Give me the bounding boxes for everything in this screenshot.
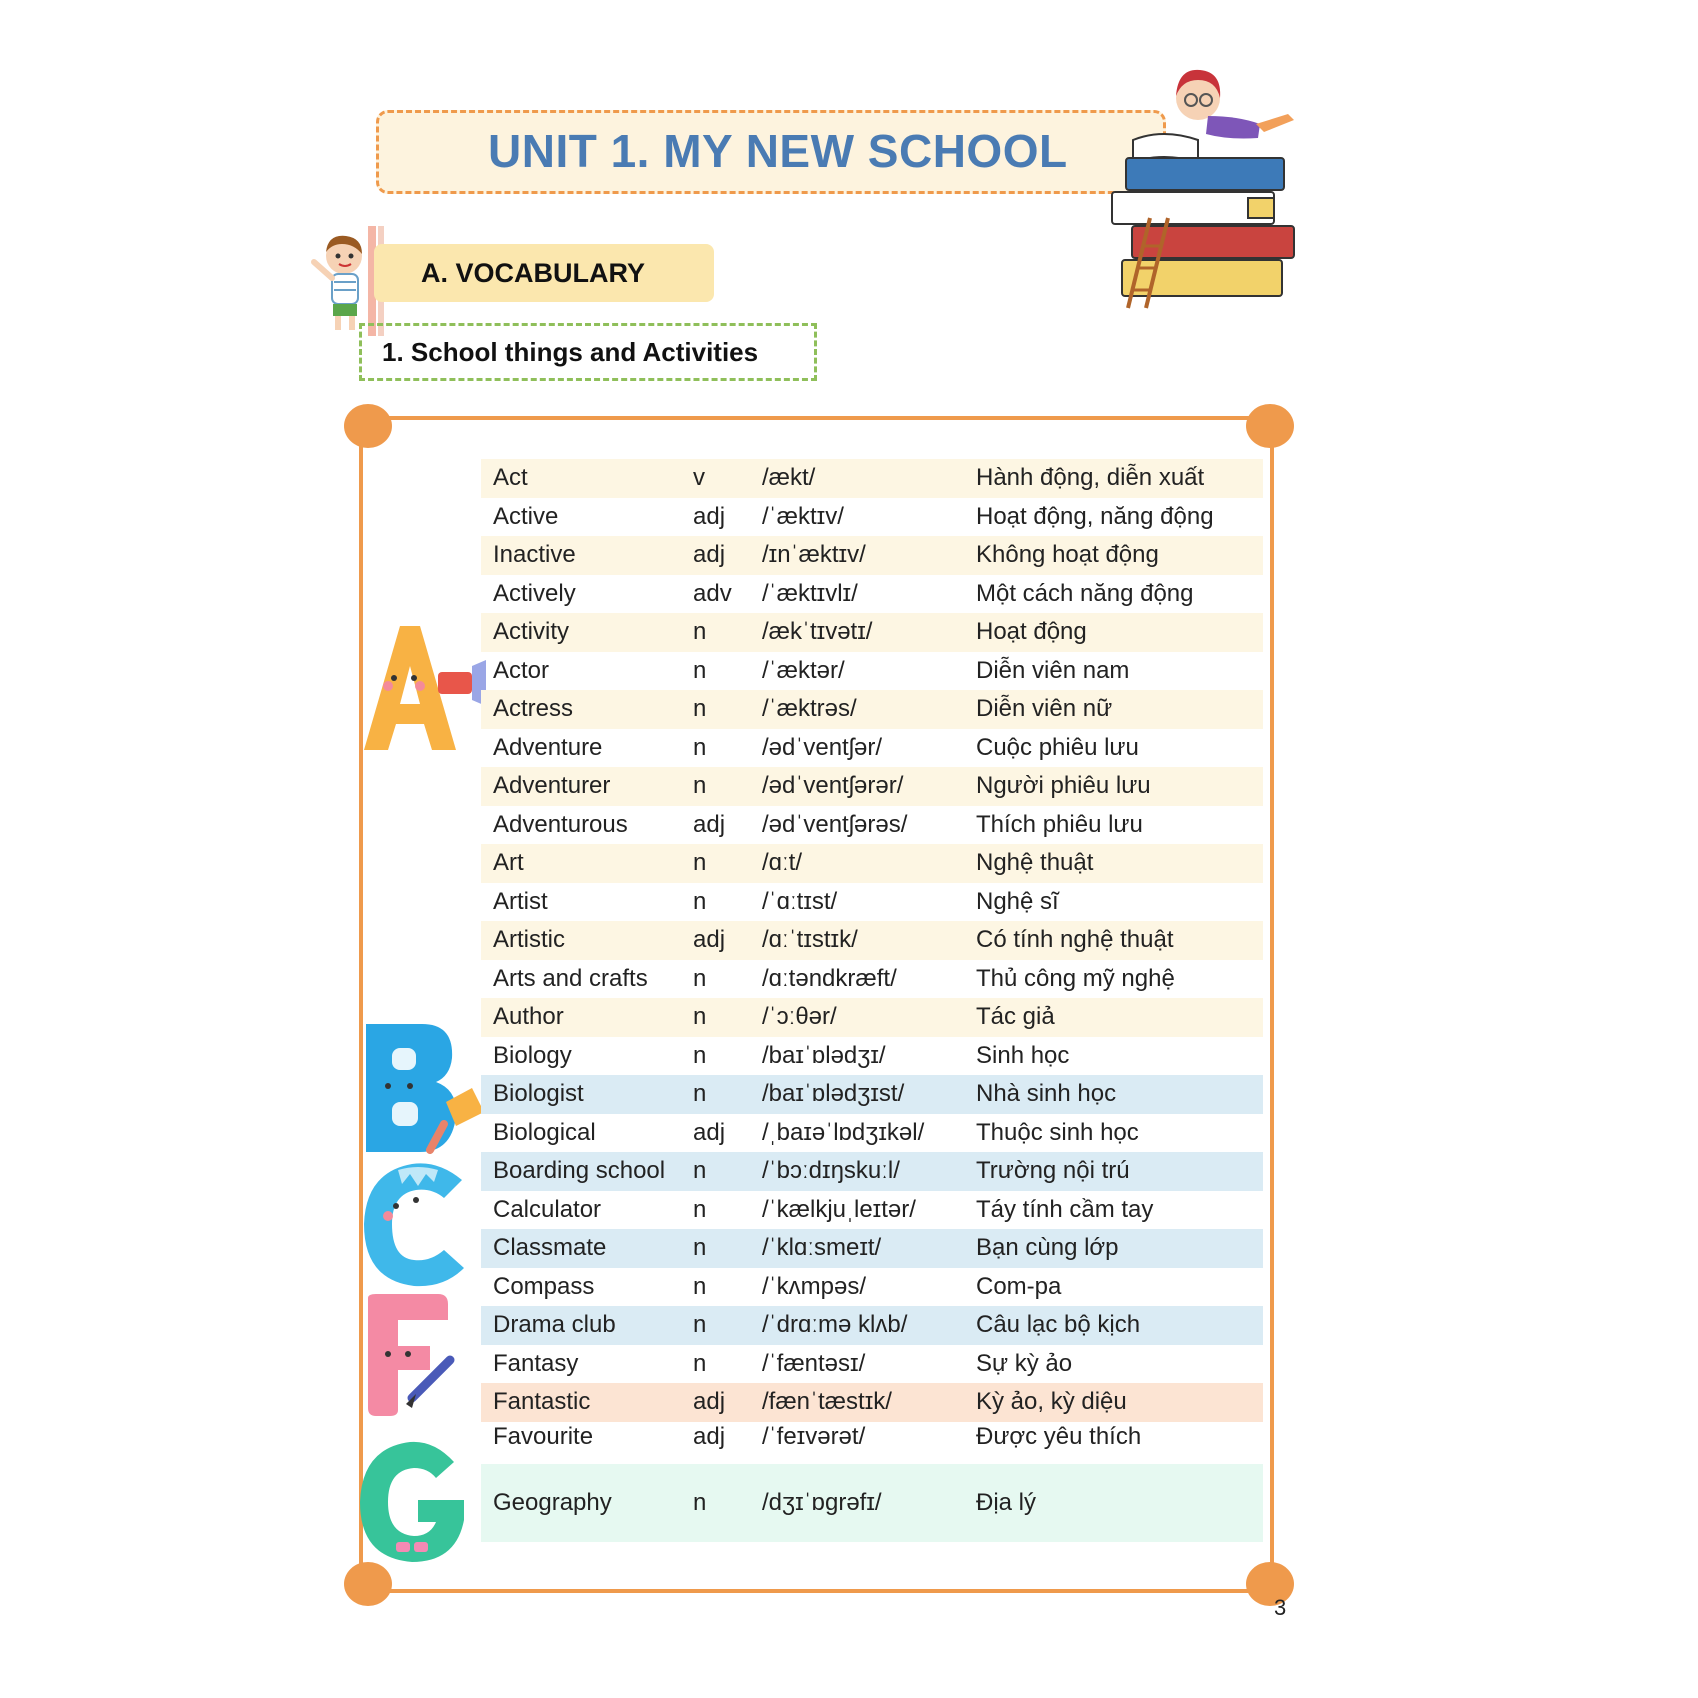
vocab-word: Compass [493,1272,595,1300]
vocab-part-of-speech: adj [693,926,726,954]
vocab-pronunciation: /ˌbaɪəˈlɒdʒɪkəl/ [762,1118,925,1146]
vocab-part-of-speech: n [693,1311,707,1339]
vocabulary-row [481,1383,1263,1422]
vocab-word: Favourite [493,1422,594,1450]
vocab-word: Active [493,502,559,530]
page-title: UNIT 1. MY NEW SCHOOL [488,125,1068,177]
vocab-pronunciation: /ədˈventʃərər/ [762,772,904,800]
frame-corner-bottom-right [1246,1562,1294,1606]
vocab-meaning: Nhà sinh học [976,1080,1117,1108]
vocab-pronunciation: /ˈæktrəs/ [762,695,857,723]
vocab-meaning: Người phiêu lưu [976,772,1151,800]
vocab-word: Arts and crafts [493,964,648,992]
vocabulary-row [481,459,1263,498]
vocab-word: Actively [493,579,576,607]
books-girl-illustration [1088,58,1310,310]
vocab-meaning: Nghệ sĩ [976,887,1059,915]
vocabulary-row [481,1075,1263,1114]
vocabulary-row [481,844,1263,883]
vocab-part-of-speech: n [693,656,707,684]
vocab-meaning: Diễn viên nam [976,656,1130,684]
vocab-word: Fantastic [493,1388,591,1416]
vocab-part-of-speech: adj [693,502,726,530]
vocabulary-row [481,1422,1263,1452]
vocab-pronunciation: /fænˈtæstɪk/ [762,1388,892,1416]
vocab-word: Artistic [493,926,565,954]
vocab-word: Art [493,849,524,877]
vocabulary-row [481,767,1263,806]
vocab-part-of-speech: n [693,618,707,646]
vocab-meaning: Hoạt động, năng động [976,502,1214,530]
vocab-pronunciation: /baɪˈɒlədʒɪst/ [762,1080,905,1108]
vocab-meaning: Nghệ thuật [976,849,1094,877]
vocab-part-of-speech: adv [693,579,732,607]
vocab-part-of-speech: n [693,1003,707,1031]
subsection-heading: 1. School things and Activities [382,337,759,367]
vocabulary-row [481,1191,1263,1230]
vocab-pronunciation: /ˈkʌmpəs/ [762,1272,867,1300]
vocabulary-row [481,498,1263,537]
vocab-meaning: Có tính nghệ thuật [976,926,1174,954]
page-number: 3 [1274,1595,1287,1620]
vocab-part-of-speech: adj [693,1388,726,1416]
vocab-word: Author [493,1003,564,1031]
vocab-meaning: Câu lạc bộ kịch [976,1311,1141,1339]
vocab-word: Biological [493,1118,596,1146]
vocab-part-of-speech: v [693,464,705,492]
vocab-pronunciation: /dʒɪˈɒgrəfɪ/ [762,1488,882,1516]
vocabulary-table [481,459,1263,1542]
vocab-part-of-speech: adj [693,1422,726,1450]
vocab-pronunciation: /ˈbɔːdɪŋskuːl/ [762,1157,900,1185]
vocab-meaning: Trường nội trú [976,1157,1130,1185]
vocab-part-of-speech: n [693,849,707,877]
vocabulary-row [481,536,1263,575]
vocab-part-of-speech: n [693,1234,707,1262]
vocab-pronunciation: /ˈkælkjuˌleɪtər/ [762,1195,916,1223]
vocab-word: Drama club [493,1311,616,1339]
vocab-word: Adventurous [493,810,628,838]
vocab-meaning: Thuộc sinh học [976,1118,1139,1146]
vocabulary-row [481,883,1263,922]
vocabulary-row [481,1037,1263,1076]
vocab-meaning: Com-pa [976,1272,1062,1300]
vocab-part-of-speech: n [693,887,707,915]
vocabulary-row [481,652,1263,691]
vocab-meaning: Hành động, diễn xuất [976,464,1205,492]
vocab-pronunciation: /ɑːtəndkræft/ [762,964,897,992]
vocabulary-row [481,960,1263,999]
vocab-meaning: Được yêu thích [976,1422,1142,1450]
vocab-pronunciation: /ˈæktər/ [762,656,845,684]
frame-corner-top-left [344,404,392,448]
vocab-part-of-speech: n [693,1195,707,1223]
vocab-meaning: Một cách năng động [976,579,1194,607]
vocab-meaning: Kỳ ảo, kỳ diệu [976,1388,1127,1416]
letter-f-icon [368,1294,450,1416]
vocabulary-row [481,1306,1263,1345]
vocab-meaning: Tác giả [976,1003,1055,1031]
vocab-pronunciation: /ədˈventʃər/ [762,733,883,761]
vocabulary-row [481,921,1263,960]
vocab-part-of-speech: n [693,1488,707,1516]
vocabulary-row [481,1152,1263,1191]
vocab-word: Activity [493,618,570,646]
frame-corner-top-right [1246,404,1294,448]
vocab-word: Artist [493,887,548,915]
vocab-word: Act [493,464,528,492]
letter-g-icon [360,1442,464,1562]
vocab-part-of-speech: n [693,772,707,800]
vocab-pronunciation: /ɑːt/ [762,849,803,877]
vocab-word: Inactive [493,541,576,569]
vocab-word: Boarding school [493,1157,666,1185]
vocab-part-of-speech: n [693,695,707,723]
vocab-part-of-speech: n [693,733,707,761]
vocab-meaning: Sinh học [976,1041,1070,1069]
vocab-pronunciation: /ɑːˈtɪstɪk/ [762,926,858,954]
vocabulary-row [481,1268,1263,1307]
letter-b-icon [366,1024,484,1152]
vocabulary-row [481,729,1263,768]
vocab-meaning: Bạn cùng lớp [976,1234,1119,1262]
vocabulary-row [481,806,1263,845]
vocab-word: Adventure [493,733,603,761]
vocab-meaning: Diễn viên nữ [976,695,1113,723]
vocab-pronunciation: /ˈfeɪvərət/ [762,1422,866,1450]
vocab-meaning: Hoạt động [976,618,1087,646]
vocab-pronunciation: /ækt/ [762,464,816,492]
vocab-part-of-speech: n [693,1041,707,1069]
vocab-meaning: Táy tính cầm tay [976,1195,1154,1223]
vocabulary-row [481,575,1263,614]
vocab-pronunciation: /ˈfæntəsɪ/ [762,1349,866,1377]
letter-a-icon [364,626,486,750]
vocabulary-row [481,1114,1263,1153]
vocab-word: Actor [493,656,550,684]
vocab-pronunciation: /ˈdrɑːmə klʌb/ [762,1311,908,1339]
vocab-word: Actress [493,695,574,723]
vocab-pronunciation: /baɪˈɒlədʒɪ/ [762,1041,886,1069]
alphabet-letters-illustration [358,620,488,1580]
vocab-word: Fantasy [493,1349,579,1377]
vocab-word: Calculator [493,1195,602,1223]
vocab-pronunciation: /ˈklɑːsmeɪt/ [762,1234,882,1262]
vocab-pronunciation: /ˈæktɪv/ [762,502,844,530]
vocab-word: Biology [493,1041,572,1069]
vocab-pronunciation: /ˈɔːθər/ [762,1003,837,1031]
vocab-word: Classmate [493,1234,607,1262]
vocab-part-of-speech: adj [693,1118,726,1146]
vocab-word: Geography [493,1488,612,1516]
vocabulary-row [481,1464,1263,1542]
vocab-meaning: Địa lý [976,1488,1037,1516]
vocab-meaning: Cuộc phiêu lưu [976,733,1139,761]
vocabulary-row [481,1229,1263,1268]
vocab-part-of-speech: n [693,1157,707,1185]
vocabulary-row [481,998,1263,1037]
vocab-part-of-speech: adj [693,810,726,838]
section-heading: A. VOCABULARY [421,258,646,288]
vocab-part-of-speech: n [693,1272,707,1300]
vocabulary-row [481,1345,1263,1384]
vocab-meaning: Không hoạt động [976,541,1159,569]
vocab-meaning: Sự kỳ ảo [976,1349,1073,1377]
vocab-part-of-speech: n [693,1080,707,1108]
vocab-part-of-speech: n [693,1349,707,1377]
vocab-pronunciation: /ˈɑːtɪst/ [762,887,838,915]
vocab-part-of-speech: adj [693,541,726,569]
vocab-word: Adventurer [493,772,611,800]
vocabulary-row [481,613,1263,652]
vocab-pronunciation: /ədˈventʃərəs/ [762,810,908,838]
vocab-meaning: Thủ công mỹ nghệ [976,964,1175,992]
vocab-word: Biologist [493,1080,584,1108]
vocab-part-of-speech: n [693,964,707,992]
vocabulary-row [481,690,1263,729]
letter-c-icon [364,1163,464,1286]
vocab-pronunciation: /ˈæktɪvlɪ/ [762,579,858,607]
vocab-pronunciation: /ɪnˈæktɪv/ [762,541,866,569]
vocab-pronunciation: /ækˈtɪvətɪ/ [762,618,873,646]
vocab-meaning: Thích phiêu lưu [976,810,1143,838]
